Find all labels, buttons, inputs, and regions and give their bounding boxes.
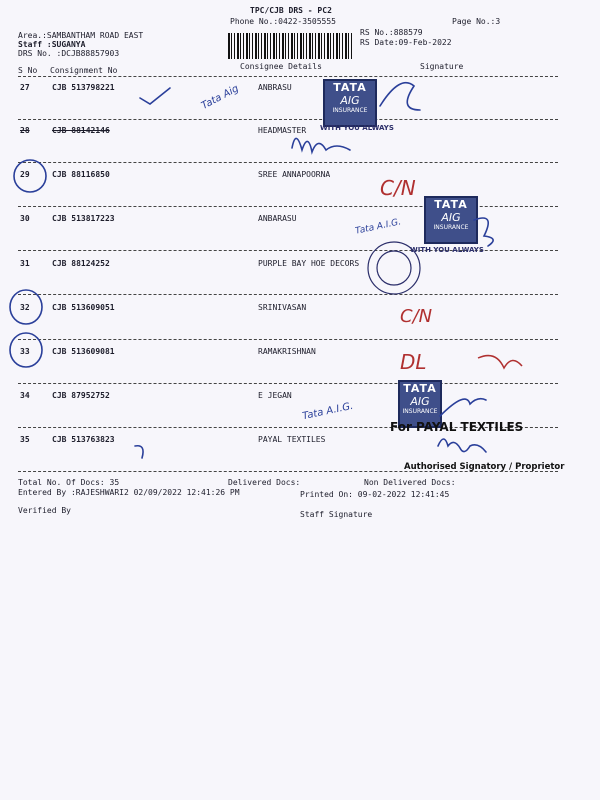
company-seal-inner (377, 251, 411, 285)
row-consignment: CJB 513609051 (52, 303, 115, 312)
stamp-line2: AIG (410, 395, 430, 408)
row-consignee: HEADMASTER (258, 126, 307, 135)
col-consignment: Consignment No (50, 66, 118, 75)
row-sno: 35 (20, 435, 30, 444)
row-consignment: CJB 513609081 (52, 347, 115, 356)
signature-scribble (474, 218, 493, 246)
row-sno: 33 (20, 347, 30, 356)
verified-by: Verified By (18, 506, 71, 515)
row-consignment: CJB 513798221 (52, 83, 115, 92)
red-signature (478, 356, 522, 368)
col-signature: Signature (420, 62, 464, 71)
row-sno: 30 (20, 214, 30, 223)
row-consignment: CJB 88124252 (52, 259, 110, 268)
row-sno: 32 (20, 303, 30, 312)
row-consignee: PURPLE BAY HOE DECORS (258, 259, 360, 268)
stamp-line3: INSURANCE (332, 107, 368, 114)
row-consignment: CJB 513763823 (52, 435, 115, 444)
document-title: TPC/CJB DRS - PC2 (250, 6, 332, 15)
stamp-line1: TATA (403, 382, 437, 395)
row-sno: 28 (20, 126, 30, 135)
row-consignee: E JEGAN (258, 391, 292, 400)
payal-authorised: Authorised Signatory / Proprietor (404, 462, 565, 472)
phone-number: Phone No.:0422-3505555 (230, 17, 336, 26)
col-consignee: Consignee Details (240, 62, 322, 71)
stamp-line2: AIG (340, 94, 360, 107)
circle-mark (10, 290, 42, 324)
row-consignment: CJB 88116850 (52, 170, 110, 179)
row-consignee: RAMAKRISHNAN (258, 347, 316, 356)
signature-scribble (440, 399, 486, 416)
row-consignment: CJB 87952752 (52, 391, 110, 400)
stamp-line2: AIG (441, 211, 461, 224)
printed-on: Printed On: 09-02-2022 12:41:45 (300, 490, 450, 499)
row-sno: 29 (20, 170, 30, 179)
stamp-line3: INSURANCE (433, 224, 469, 231)
stamp-tagline: WITH YOU ALWAYS (320, 124, 394, 132)
row-sno: 31 (20, 259, 30, 268)
row-consignee: ANBRASU (258, 83, 292, 92)
row-consignee: SRINIVASAN (258, 303, 307, 312)
total-docs: Total No. Of Docs: 35 (18, 478, 120, 487)
handwritten-tata-note: Tata A.I.G. (301, 400, 355, 423)
stamp-line1: TATA (434, 198, 468, 211)
signature-scribble (380, 83, 420, 110)
payal-stamp-title: For PAYAL TEXTILES (390, 420, 524, 434)
area-label: Area.:SAMBANTHAM ROAD EAST (18, 31, 144, 40)
rs-date: RS Date:09-Feb-2022 (360, 38, 452, 47)
row-sno: 27 (20, 83, 30, 92)
signature-scribble (438, 439, 486, 452)
stamp-line3: INSURANCE (402, 408, 438, 415)
stamp-line1: TATA (333, 81, 367, 94)
stamp-tagline: WITH YOU ALWAYS (410, 246, 484, 254)
staff-signature: Staff Signature (300, 510, 373, 519)
delivered-docs: Delivered Docs: (228, 478, 301, 487)
rs-number: RS No.:888579 (360, 28, 423, 37)
tick-mark (140, 88, 170, 104)
handwritten-cn: C/N (400, 306, 433, 327)
handwritten-dl: DL (400, 350, 427, 374)
entered-by: Entered By :RAJESHWARI2 02/09/2022 12:41:26 PM (18, 488, 240, 497)
non-delivered-docs: Non Delivered Docs: (364, 478, 456, 487)
circle-mark (14, 160, 46, 192)
row-consignee: SREE ANNAPOORNA (258, 170, 331, 179)
tick-mark (135, 446, 143, 458)
row-consignment: CJB 513817223 (52, 214, 115, 223)
handwritten-tata-note: Tata Aig (199, 83, 241, 112)
drs-number: DRS No. :DCJB88857903 (18, 49, 120, 58)
col-sno: S No (18, 66, 38, 75)
page-number: Page No.:3 (452, 17, 501, 26)
staff-label: Staff :SUGANYA (18, 40, 86, 49)
row-consignee: ANBARASU (258, 214, 297, 223)
row-consignment: CJB 88142146 (52, 126, 110, 135)
row-consignee: PAYAL TEXTILES (258, 435, 326, 444)
row-sno: 34 (20, 391, 30, 400)
signature-scribble (292, 138, 350, 152)
circle-mark (10, 333, 42, 367)
handwritten-tata-note: Tata A.I.G. (354, 217, 403, 237)
handwritten-cn: C/N (380, 176, 416, 200)
company-seal (368, 242, 420, 294)
